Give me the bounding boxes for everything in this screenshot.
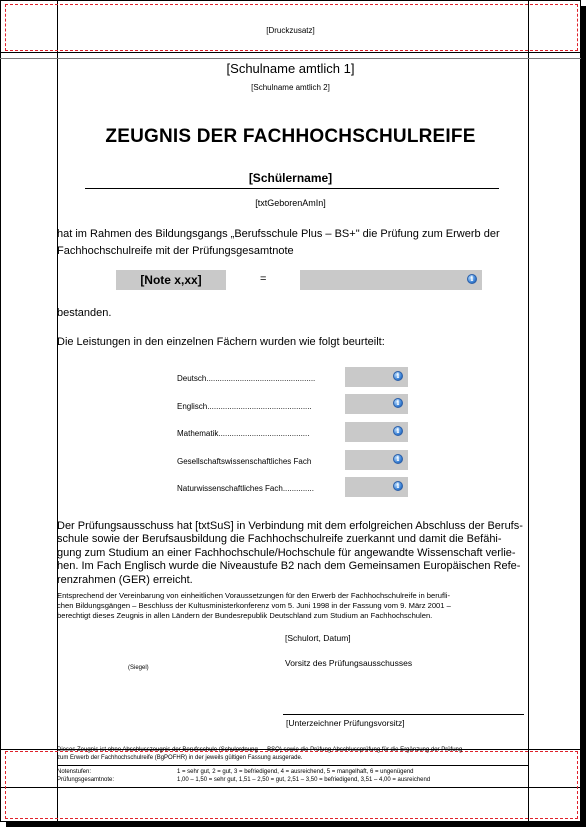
subject-label-gesellschaft: Gesellschaftswissenschaftliches Fach — [177, 457, 312, 466]
kmk-text: Entsprechend der Vereinbarung von einheitlichen Voraussetzungen für den Erwerb der Fachhochschulreife in berufli- chen Bildungsgängen – Beschluss der Kultusministerkonferenz vom 5. Juni 1998 in der Fassung vom 9. März 2001 – berechtigt dieses Zeugnis in allen Ländern der Bundesrepublik Deutschland zum Studium an Fachhochschulen. — [57, 591, 451, 620]
footer-line-1: Dieses Zeugnis ist ohne Abschlusszeugnis der Berufsschule (Schulordnung — BSO) sowie die Prüfung Abschlussprüfung für die Ergänzung der Prüfung — [57, 747, 463, 753]
header-line-2 — [0, 58, 581, 59]
signer-name: [Unterzeichner Prüfungsvorsitz] — [286, 718, 405, 728]
subject-label-mathematik: Mathematik......................................... — [177, 429, 310, 438]
notenstufen-label: Notenstufen: — [57, 769, 92, 775]
grade-value: [Note x,xx] — [140, 273, 202, 287]
subject-label-natur: Naturwissenschaftliches Fach.............. — [177, 484, 314, 493]
birth-info: [txtGeborenAmIn] — [255, 198, 326, 208]
footer-separator — [57, 765, 528, 766]
signature-line — [283, 714, 524, 715]
equals-sign: = — [260, 273, 267, 285]
notenstufen-value: 1 = sehr gut, 2 = gut, 3 = befriedigend, 4 = ausreichend, 5 = mangelhaft, 6 = ungenügend — [177, 769, 414, 775]
footer-area[interactable] — [5, 751, 578, 819]
intro-text: hat im Rahmen des Bildungsgangs „Berufsschule Plus – BS+" die Prüfung zum Erwerb der Fachhochschulreife mit der Prüfungsgesamtnote — [57, 228, 500, 257]
footer-line-2-text: zum Erwerb der Fachhochschulreife (BgPOFHR) in der jeweils gültigen Fassung ausgerade. — [57, 755, 303, 761]
page-shadow-right — [581, 6, 586, 826]
grade-words-field[interactable] — [300, 270, 482, 290]
subject-label-englisch: Englisch............................................... — [177, 402, 312, 411]
info-icon[interactable]: i — [467, 274, 477, 284]
gesamtnote-value: 1,00 – 1,50 = sehr gut, 1,51 – 2,50 = gut, 2,51 – 3,50 = befriedigend, 3,51 – 4,00 = ausreichend — [177, 777, 431, 783]
student-underline — [85, 188, 499, 189]
page-shadow-bottom — [6, 822, 586, 827]
info-icon[interactable]: i — [393, 371, 403, 381]
chair-label: Vorsitz des Prüfungsausschusses — [285, 658, 413, 668]
student-name: [Schülername] — [248, 171, 333, 185]
margin-line-left — [57, 0, 58, 822]
info-icon[interactable]: i — [393, 454, 403, 464]
certificate-title: ZEUGNIS DER FACHHOCHSCHULREIFE — [105, 126, 476, 147]
gesamtnote-label: Prüfungsgesamtnote: — [57, 777, 115, 783]
school-name-2: [Schulname amtlich 2] — [251, 83, 330, 92]
place-date: [Schulort, Datum] — [285, 633, 351, 643]
committee-text: Der Prüfungsausschuss hat [txtSuS] in Verbindung mit dem erfolgreichen Abschluss der Berufs- schule sowie der Berufsausbildung die Fachhochschulreife zuerkannt und damit die Befähi- gung zum Studium an einer Fachhochschule/Hochschule für angewandte Wissenschaft verlie- hen. Im Fach Englisch wurde die Niveaustufe B2 nach dem Gemeinsamen Europäischen Refe- renzrahmen (GER) erreicht. — [57, 520, 523, 586]
druckzusatz: [Druckzusatz] — [266, 26, 315, 35]
header-line — [0, 52, 581, 53]
info-icon[interactable]: i — [393, 481, 403, 491]
margin-line-right — [528, 0, 529, 822]
info-icon[interactable]: i — [393, 426, 403, 436]
subject-label-deutsch: Deutsch................................................. — [177, 374, 316, 383]
info-icon[interactable]: i — [393, 398, 403, 408]
school-name-1: [Schulname amtlich 1] — [226, 61, 355, 76]
passed-text: bestanden. — [57, 307, 112, 319]
seal: (Siegel) — [128, 665, 149, 671]
subjects-intro: Die Leistungen in den einzelnen Fächern wurden wie folgt beurteilt: — [57, 336, 385, 348]
